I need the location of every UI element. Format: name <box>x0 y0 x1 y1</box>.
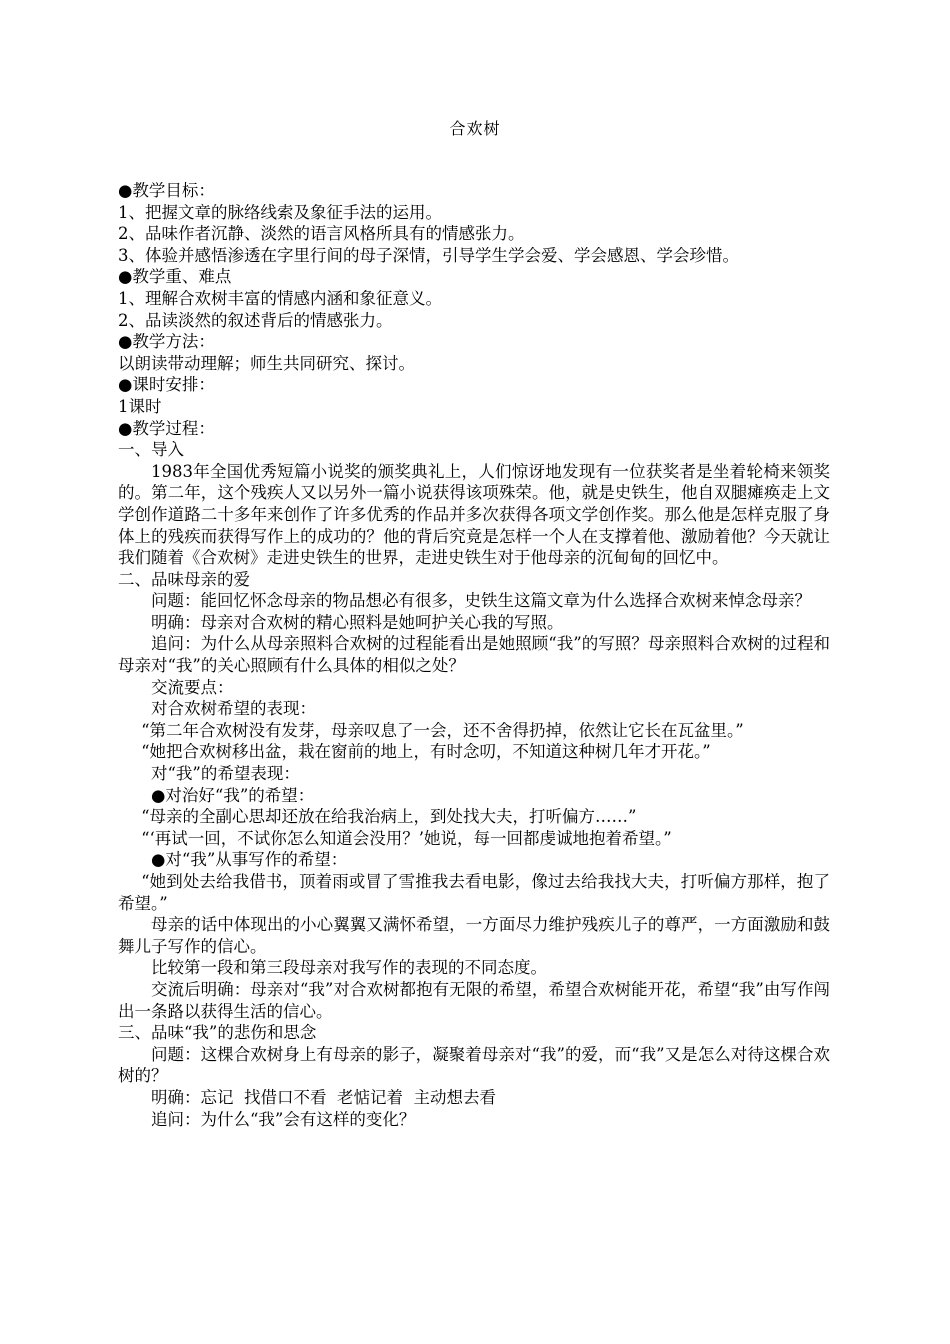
document-body <box>118 180 830 1130</box>
s3-followup: 追问：为什么“我”会有这样的变化？ <box>151 1109 416 1129</box>
s2-conclusion: 交流后明确：母亲对“我”对合欢树都抱有无限的希望，希望合欢树能开花，希望“我”由写作闯出一条路以获得生活的信心。 <box>118 979 830 1021</box>
s2-tree-hope: 对合欢树希望的表现： <box>151 699 316 719</box>
goals-heading: ●教学目标： <box>118 181 215 200</box>
s2-quote: “‘再试一回，不试你怎么知道会没用？’她说，每一回都虔诚地抱着希望。” <box>141 828 672 848</box>
key-point-item: 1、理解合欢树丰富的情感内涵和象征意义。 <box>118 288 442 308</box>
schedule-text: 1课时 <box>118 396 162 416</box>
process-heading: ●教学过程： <box>118 418 215 438</box>
s2-cure-hope: ●对治好“我”的希望： <box>151 785 315 805</box>
s2-write-hope: ●对“我”从事写作的希望： <box>151 850 348 870</box>
s2-quote: “第二年合欢树没有发芽，母亲叹息了一会，还不舍得扔掉，依然让它长在瓦盆里。” <box>141 720 744 740</box>
document-title: 合欢树 <box>449 119 501 138</box>
s2-summary: 母亲的话中体现出的小心翼翼又满怀希望，一方面尽力维护残疾儿子的尊严，一方面激励和鼓舞儿子写作的信心。 <box>118 915 830 956</box>
method-text: 以朗读带动理解；师生共同研究、探讨。 <box>118 353 415 373</box>
section2-heading: 二、品味母亲的爱 <box>118 569 250 589</box>
schedule-heading: ●课时安排： <box>118 375 215 395</box>
s2-question: 问题：能回忆怀念母亲的物品想必有很多，史铁生这篇文章为什么选择合欢树来悼念母亲？ <box>151 591 811 611</box>
s3-question: 问题：这棵合欢树身上有母亲的影子，凝聚着母亲对“我”的爱，而“我”又是怎么对待这棵合欢树的？ <box>118 1044 830 1086</box>
s2-answer: 明确：母亲对合欢树的精心照料是她呵护关心我的写照。 <box>151 612 564 632</box>
s2-points-label: 交流要点： <box>151 677 234 697</box>
goal-item: 3、体验并感悟渗透在字里行间的母子深情，引导学生学会爱、学会感恩、学会珍惜。 <box>118 245 739 265</box>
goal-item: 2、品味作者沉静、淡然的语言风格所具有的情感张力。 <box>118 224 525 244</box>
s2-me-hope: 对“我”的希望表现： <box>151 764 300 784</box>
s2-followup: 追问：为什么从母亲照料合欢树的过程能看出是她照顾“我”的写照？母亲照料合欢树的过程和母亲对“我”的关心照顾有什么具体的相似之处？ <box>118 634 830 676</box>
s2-quote: “她把合欢树移出盆，栽在窗前的地上，有时念叨，不知道这种树几年才开花。” <box>141 742 711 762</box>
key-point-item: 2、品读淡然的叙述背后的情感张力。 <box>118 310 393 330</box>
intro-heading: 一、导入 <box>118 440 184 460</box>
key-points-heading: ●教学重、难点 <box>118 267 232 287</box>
s2-quote: “她到处去给我借书，顶着雨或冒了雪推我去看电影，像过去给我找大夫，打听偏方那样，抱了希望。” <box>118 872 830 913</box>
goal-item: 1、把握文章的脉络线索及象征手法的运用。 <box>118 202 442 222</box>
section3-heading: 三、品味“我”的悲伤和思念 <box>118 1023 317 1043</box>
intro-paragraph: 1983年全国优秀短篇小说奖的颁奖典礼上，人们惊讶地发现有一位获奖者是坐着轮椅来领奖的。第二年，这个残疾人又以另外一篇小说获得该项殊荣。他，就是史铁生，他自双腿瘫痪走上文学创作道路二十多年来创作了许多优秀的作品并多次获得各项文学创作奖。那么他是怎样克服了身体上的残疾而获得写作上的成功的？他的背后究竟是怎样一个人在支撑着他、激励着他？今天就让我们随着《合欢树》走进史铁生的世界，走进史铁生对于他母亲的沉甸甸的回忆中。 <box>118 461 830 568</box>
s2-compare: 比较第一段和第三段母亲对我写作的表现的不同态度。 <box>151 958 547 978</box>
method-heading: ●教学方法： <box>118 332 215 352</box>
s2-quote: “母亲的全副心思却还放在给我治病上，到处找大夫，打听偏方……” <box>141 807 637 827</box>
s3-answer: 明确：忘记 找借口不看 老惦记着 主动想去看 <box>151 1087 496 1107</box>
